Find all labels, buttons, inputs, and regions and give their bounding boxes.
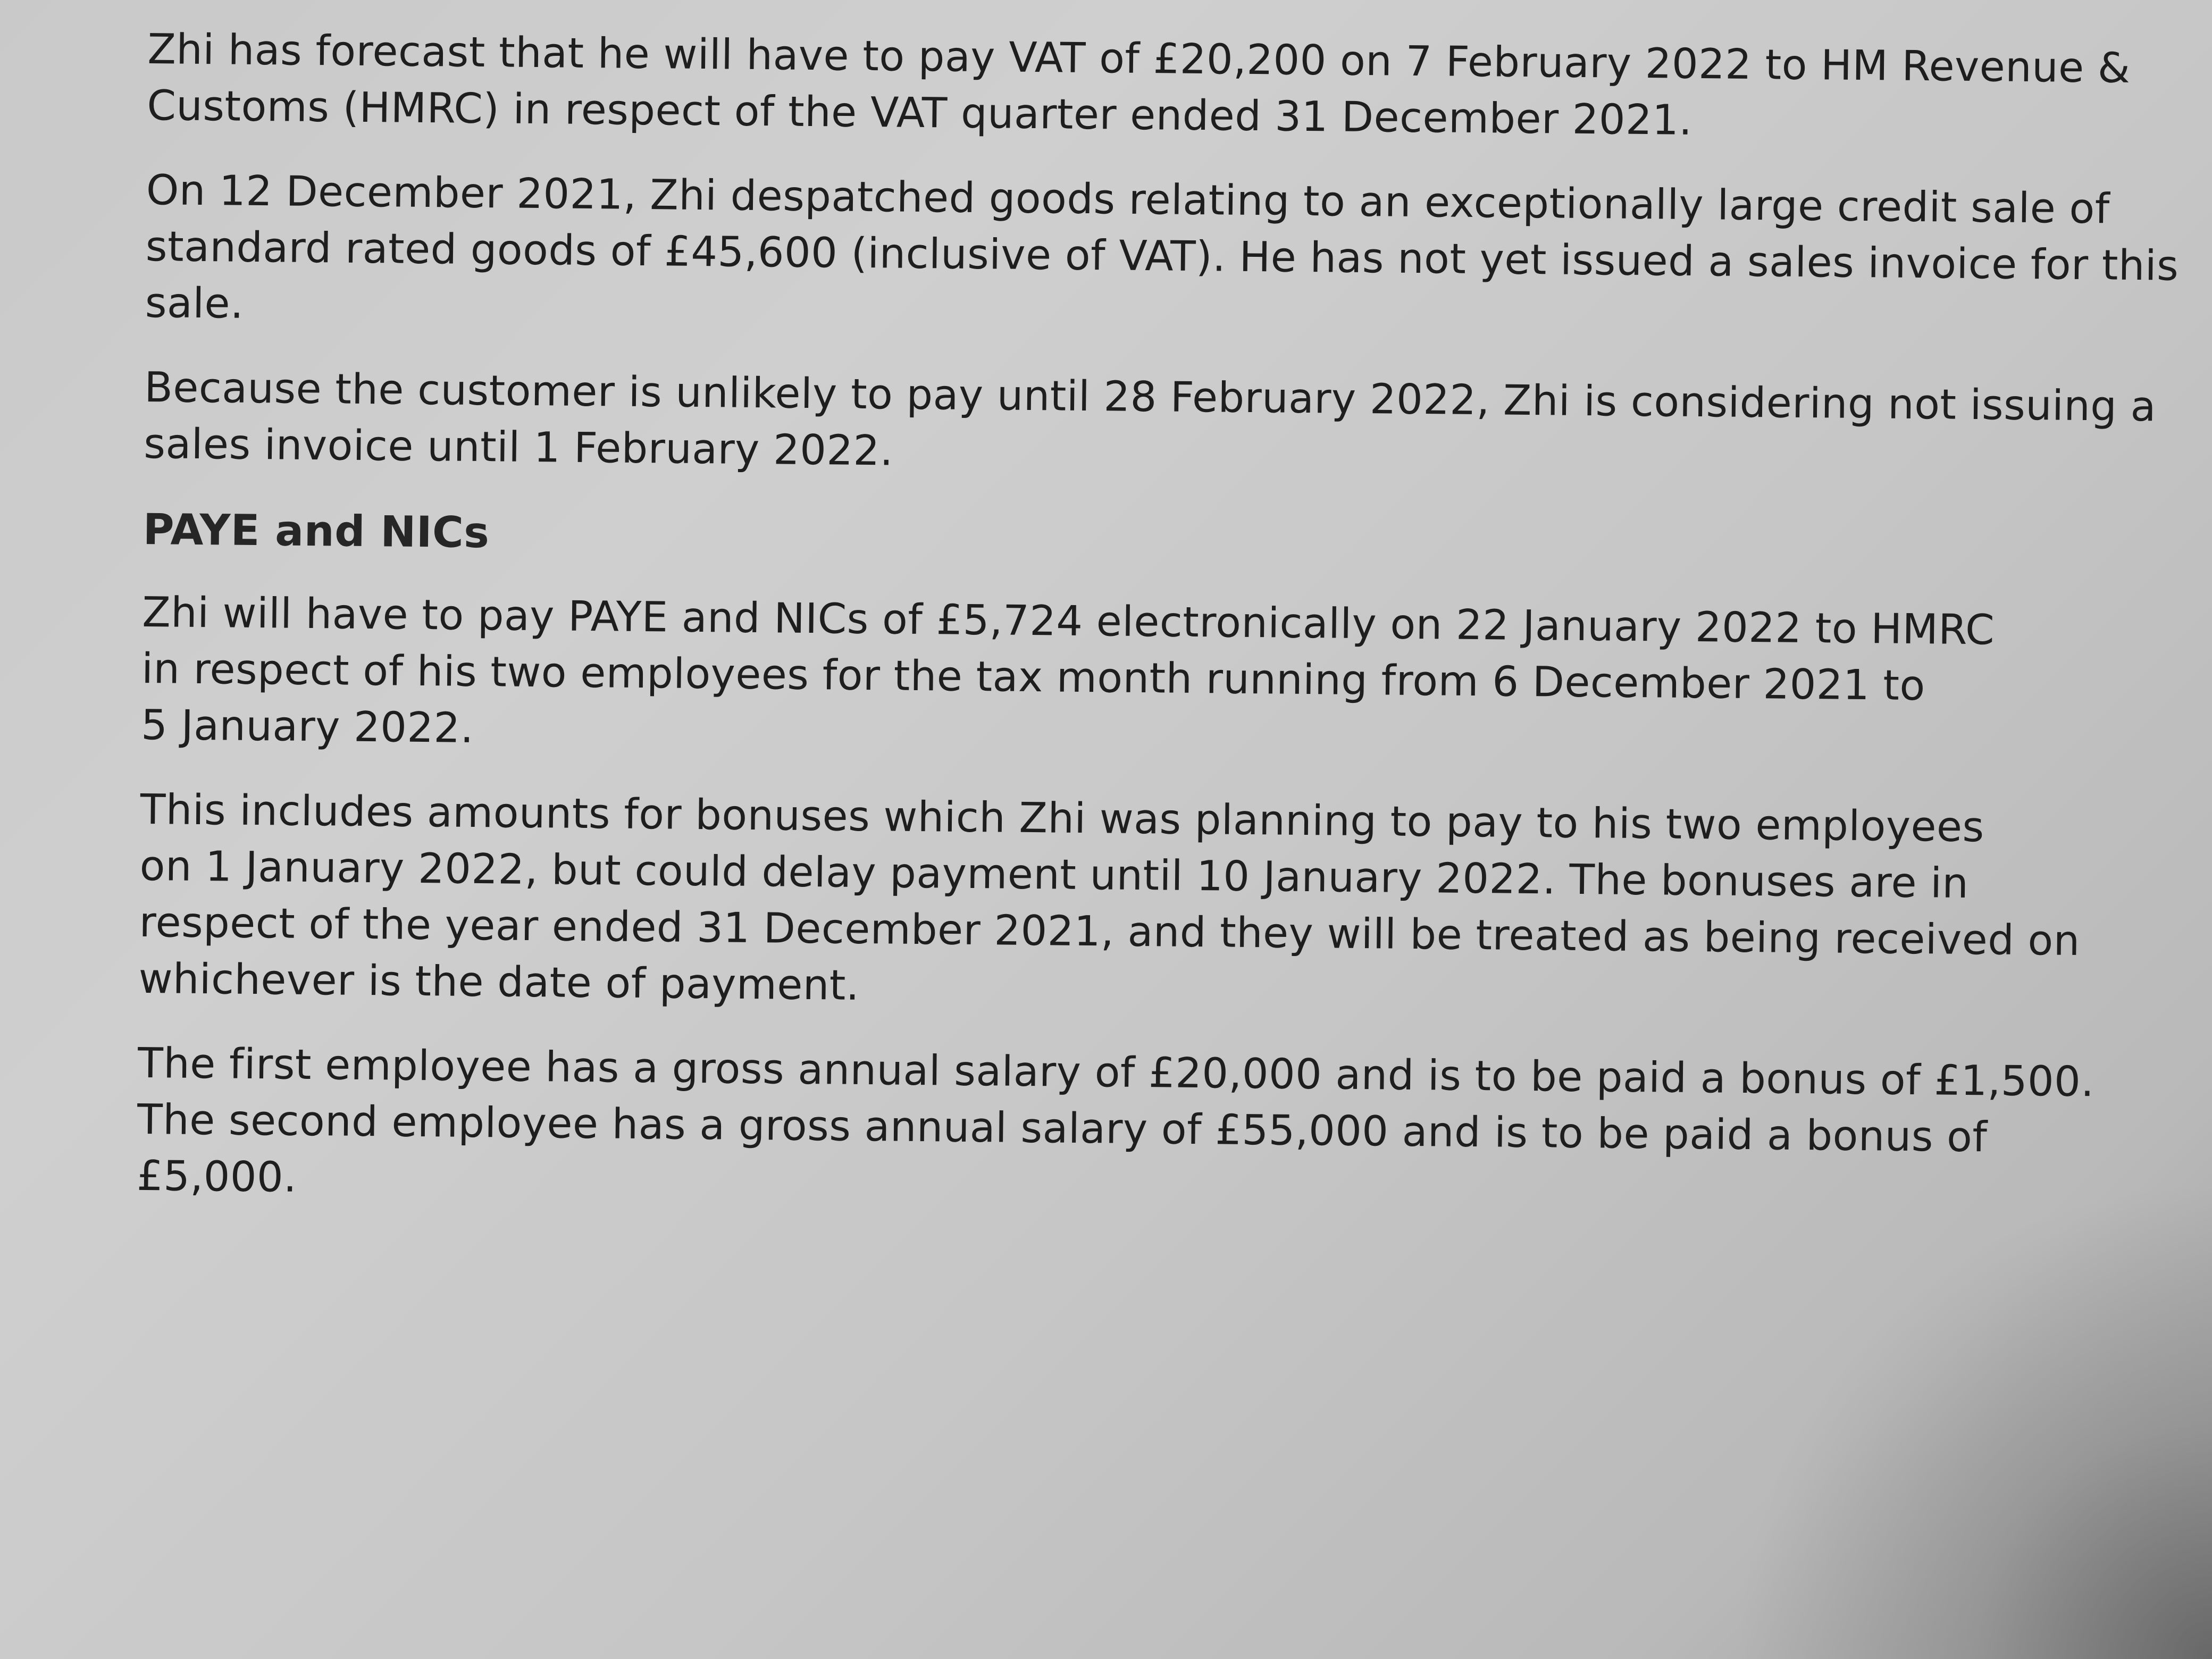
- text-line: Customs (HMRC) in respect of the VAT quarter ended 31 December 2021.: [147, 81, 1693, 145]
- text-line: in respect of his two employees for the tax month running from 6 December 2021 to: [141, 644, 1926, 710]
- text-line: sale.: [145, 279, 244, 328]
- paragraph-salaries: [137, 1035, 2159, 1224]
- text-line: The first employee has a gross annual salary of £20,000 and is to be paid a bonus of £1,500.: [137, 1039, 2095, 1107]
- text-line: 5 January 2022.: [140, 701, 474, 752]
- text-line: On 12 December 2021, Zhi despatched goods relating to an exceptionally large credit sale of: [146, 166, 2110, 233]
- corner-shadow: [1733, 1180, 2212, 1659]
- text-line: standard rated goods of £45,600 (inclusive of VAT). He has not yet issued a sales invoice for this: [145, 222, 2179, 290]
- text-line: £5,000.: [136, 1152, 297, 1202]
- text-line: The second employee has a gross annual salary of £55,000 and is to be paid a bonus of: [137, 1095, 1988, 1162]
- paragraph-bonuses: [138, 782, 2161, 1026]
- text-line: sales invoice until 1 February 2022.: [143, 420, 894, 475]
- text-line: on 1 January 2022, but could delay payment until 10 January 2022. The bonuses are in: [139, 842, 1969, 908]
- paragraph-credit-sale: [145, 162, 2179, 350]
- paragraph-vat-forecast: [147, 21, 2168, 153]
- paragraph-paye-payment: [141, 584, 2163, 773]
- text-line: Because the customer is unlikely to pay until 28 February 2022, Zhi is considering not issuing a: [144, 363, 2157, 431]
- paragraph-invoice-timing: [144, 359, 2165, 491]
- text-line: whichever is the date of payment.: [138, 954, 860, 1010]
- section-heading: PAYE and NICs: [143, 504, 490, 558]
- text-line: respect of the year ended 31 December 2021, and they will be treated as being received on: [139, 898, 2081, 965]
- text-line: Zhi has forecast that he will have to pay VAT of £20,200 on 7 February 2022 to HM Revenue &: [147, 25, 2131, 93]
- text-line: Zhi will have to pay PAYE and NICs of £5,724 electronically on 22 January 2022 to HMRC: [141, 588, 1995, 655]
- document-text: [136, 21, 2179, 1252]
- text-line: This includes amounts for bonuses which Zhi was planning to pay to his two employees: [140, 785, 1985, 852]
